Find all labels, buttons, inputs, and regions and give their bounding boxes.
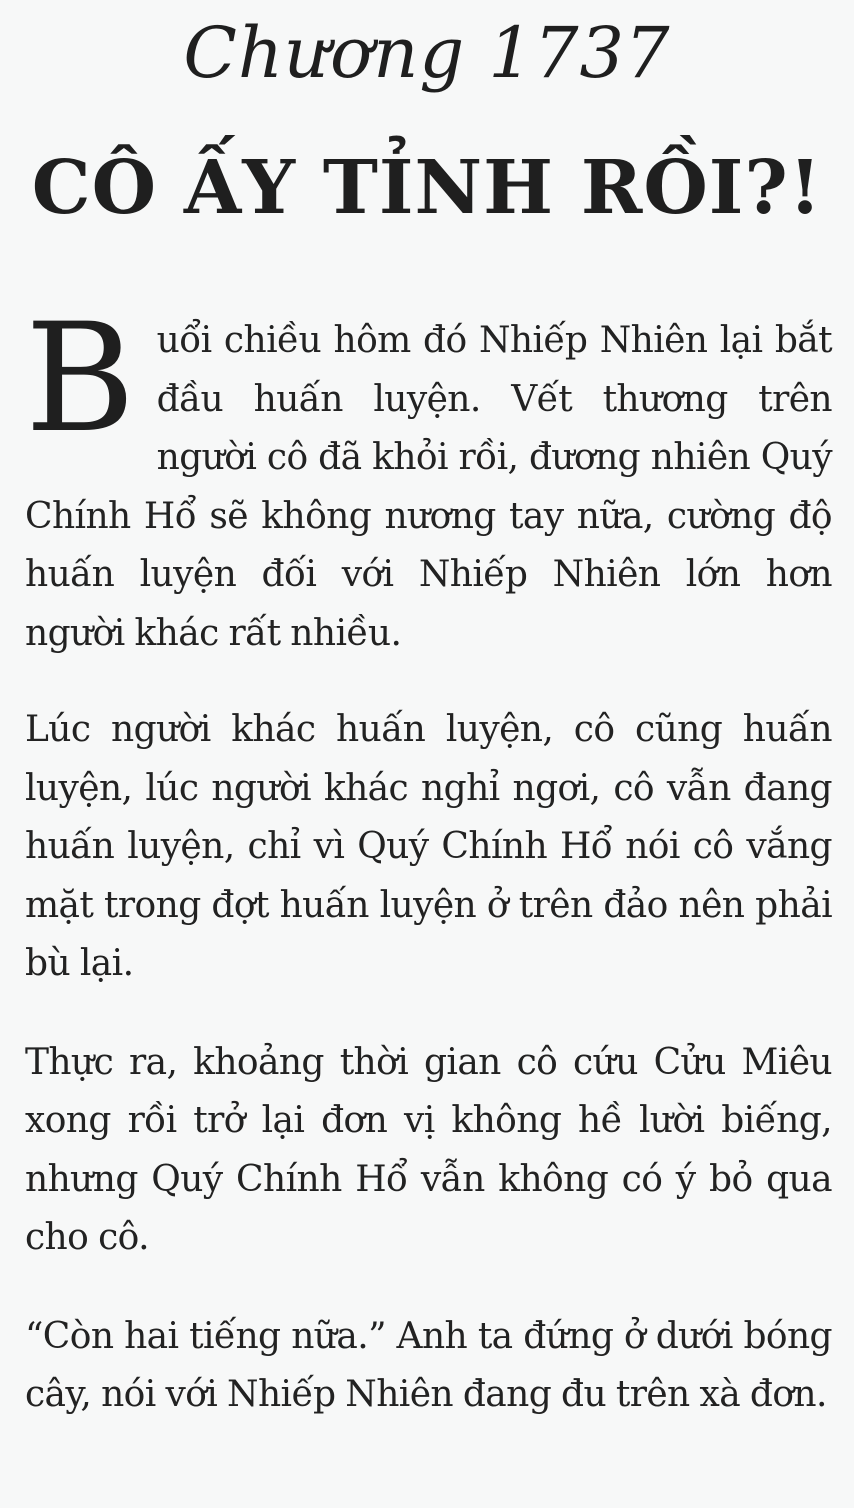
chapter-number: Chương 1737 [183,12,671,94]
drop-cap: B [25,292,135,466]
chapter-content [25,292,832,1465]
paragraph-2: Lúc người khác huấn luyện, cô cũng huấn luyện, lúc người khác nghỉ ngơi, cô vẫn đang huấn luyện, chỉ vì Quý Chính Hổ nói cô vắng mặt trong đợt huấn luyện ở trên đảo nên phải bù lại. [25,709,832,984]
paragraph-1 [25,292,832,663]
paragraph-3: Thực ra, khoảng thời gian cô cứu Cửu Miêu xong rồi trở lại đơn vị không hề lười biếng, nhưng Quý Chính Hổ vẫn không có ý bỏ qua cho cô. [25,1041,832,1258]
chapter-title: CÔ ẤY TỈNH RỒI?! [31,145,823,231]
paragraph-4: “Còn hai tiếng nữa.” Anh ta đứng ở dưới bóng cây, nói với Nhiếp Nhiên đang đu trên xà đơn. [25,1315,832,1415]
paragraph-1-text: uổi chiều hôm đó Nhiếp Nhiên lại bắt đầu huấn luyện. Vết thương trên người cô đã khỏi rồi, đương nhiên Quý Chính Hổ sẽ không nương tay nữa, cường độ huấn luyện đối với Nhiếp Nhiên lớn hơn người khác rất nhiều. [25,320,832,654]
